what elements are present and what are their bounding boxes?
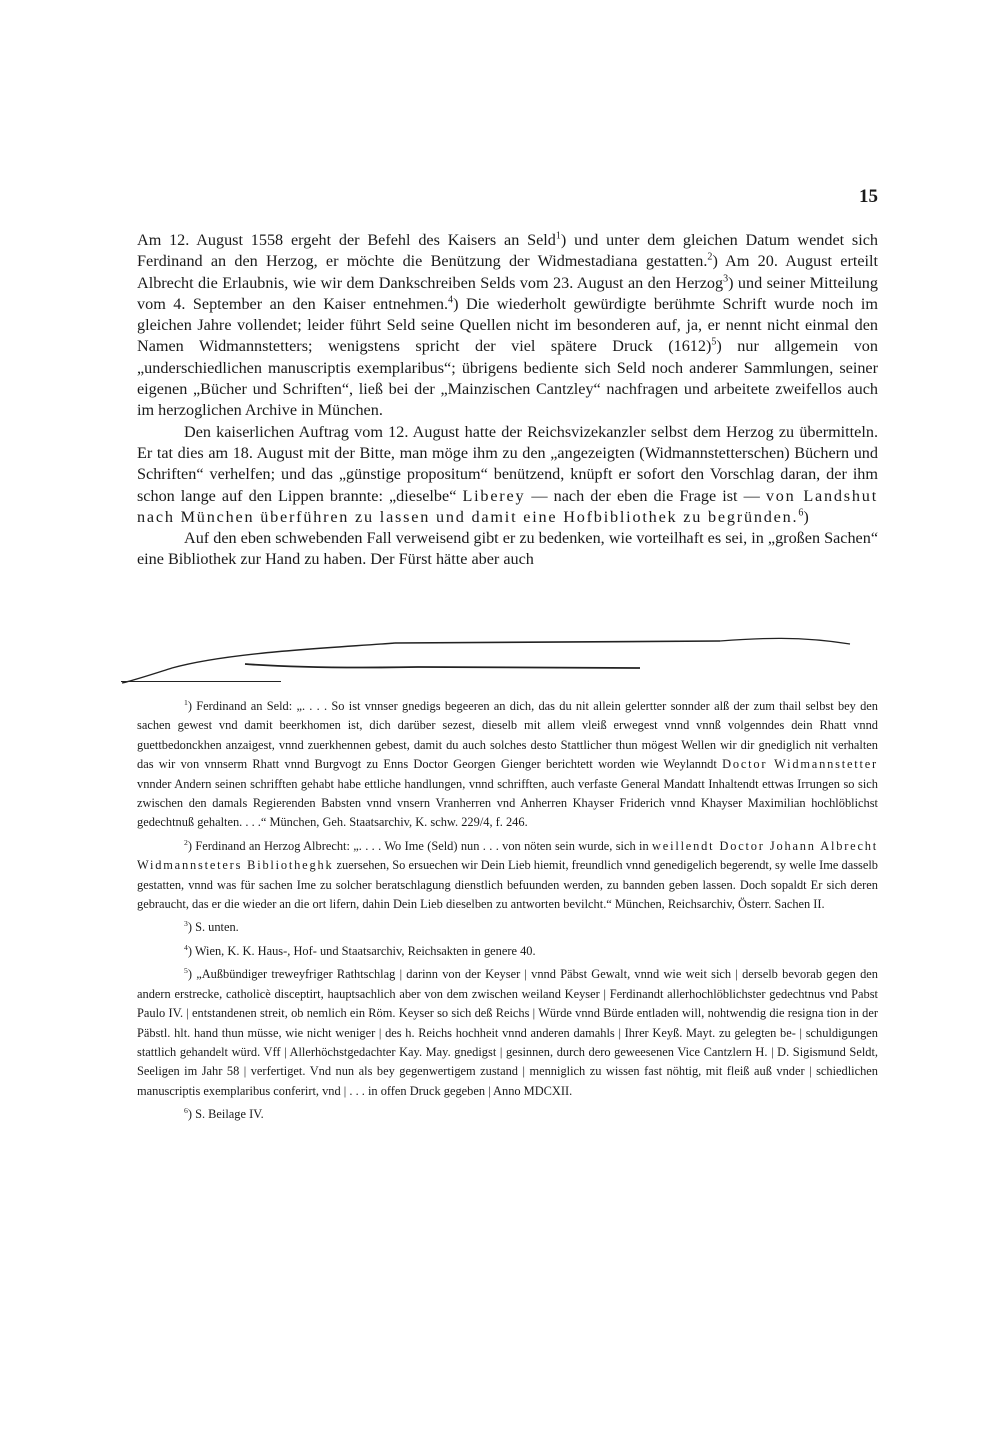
paragraph-3: Auf den eben schwebenden Fall verweisend gibt er zu bedenken, wie vorteilhaft es sei, in „großen Sachen“ eine Bibliothek zur Hand zu haben. Der Fürst hätte aber auch: [137, 529, 879, 569]
footnotes: [137, 697, 878, 1129]
paragraph-2: Den kaiserlichen Auftrag vom 12. August hatte der Reichsvizekanzler selbst dem Herzog zu übermitteln. Er tat dies am 18. August mit der Bitte, man möge ihm zu den „angezeigten (Widmannstetterschen) Büchern und Schriften“ verhelfen; und das „günstige propositum“ benützend, knüpft er sofort den Vorschlag daran, der ihm schon lange auf den Lippen brannte: „dieselbe“ Liberey — nach der eben die Frage ist — von Landshut nach München überführen zu lassen und damit eine Hofbibliothek zu begründen.$^6$): [137, 422, 878, 526]
footnote-3: $^3$) S. unten.: [184, 919, 239, 935]
page-number: 15: [859, 186, 878, 207]
main-text: [137, 230, 878, 571]
footnote-6: $^6$) S. Beilage IV.: [184, 1106, 264, 1122]
footnote-2: $^2$) Ferdinand an Herzog Albrecht: „. . . . Wo Ime (Seld) nun . . . von nöten sein wurde, sich in weillendt Doctor Johann Albrecht Widmannsteters Bibliotheghk zuersehen, So ersuechen wir Dein Lieb hiemit, freundlich vnnd genedigelich begerendt, sy welle Ime dasselb gestatten, vnnd was für sachen Ime zu solcher beratschlagung dienstlich befuunden werden, zu bannden geben lassen. Doch sopaldt Er sich deren gebraucht, das er die wieder an die ort lifern, dahin Dein Lieb dieselben zu antworten bevilcht.“ München, Reichsarchiv, Österr. Sachen II.: [137, 837, 878, 912]
paragraph-1: Am 12. August 1558 ergeht der Befehl des Kaisers an Seld$^1$) und unter dem gleichen Datum wendet sich Ferdinand an den Herzog, er möchte die Benützung der Widmestadiana gestatten.$^2$) Am 20. August erteilt Albrecht die Erlaubnis, wie wir dem Dankschreiben Selds vom 23. August an den Herzog$^3$) und seiner Mitteilung vom 4. September an den Kaiser entnehmen.$^4$) Die wiederholt gewürdigte berühmte Schrift wurde noch im gleichen Jahre vollendet; leider führt Seld seine Quellen nicht im besonderen auf, ja, er nennt nicht einmal den Namen Widmannstetters; wenigstens spricht der viel spätere Druck $(1612)^5$) nur allgemein von „underschiedlichen manuscriptis exemplaribus“; übrigens bediente sich Seld noch anderer Sammlungen, seiner eigenen „Bücher und Schriften“, ließ bei der „Mainzischen Cantzley“ nachfragen und arbeitete zweifellos auch im herzoglichen Archive in München.: [137, 230, 879, 420]
footnote-1: $^1$) Ferdinand an Seld: „. . . . So ist vnnser gnedigs begeeren an dich, das du nit allein gelertter sonnder alß der zum thail selbst bey den sachen gewest vnd damit beerkhomen ist, dich darüber sezest, dieselb mit allem vleiß erwegest vnnd vnnß volgenndes dein Rhatt vnnd guettbedonckhen anzaigest, vnnd zuerkhennen gebest, damit du auch solches desto Stattlicher thun mögest Wellen wir dir gnediglich nit verhalten das wir von vnnserm Rhatt vnnd Burgvogt zu Enns Doctor Georgen Gienger berichtett worden wie Weylanndt Doctor Widmannstetter vnnder Andern seinen schrifften gehabt habe ettliche handlungen, vnnd schrifften, auch verfaste General Mandatt Inhaltendt ettwas Irrungen so sich zwischen den damals Regierenden Babsten vnnd vnsern Vranherren vnd Anherren Khayser Friderich vnnd Khayser Maximilian hochlöblichst gedechtnuß gehalten. . . .“ München, Geh. Staatsarchiv, K. schw. 229/4, f. 246.: [137, 697, 878, 830]
footnote-4: $^4$) Wien, K. K. Haus-, Hof- und Staatsarchiv, Reichsakten in genere 40.: [184, 942, 536, 958]
footnote-5: $^5$) „Außbündiger treweyfriger Rathtschlag | darinn von der Keyser | vnnd Päbst Gewalt, vnnd wie weit sich | derselb bevorab gegen den andern erstrecke, catholicè disceptirt, hauptsachlich aber von dem zwischen weiland Keyser | Ferdinandt allerhochlöblichster gedechtnus vnd Pabst Paulo IV. | entstandenen streit, ob nemlich ein Röm. Keyser so sich deß Reichs | Würde vnnd Bürde entladen will, nohtwendig die resigna tion in der Päbstl. hlt. hand thun müsse, wie nicht weniger | des h. Reichs hochheit vnnd anderen damahls | Ihrer Keyß. Mayt. zu gelegten be- | schuldigungen stattlich gehandelt würd. Vff | Allerhöchstgedachter Kay. May. gnedigst | gesinnen, durch dero geweesenen Vice Cantzlern H. | D. Sigismund Seldt, Seeligen im Jahr 58 | verfertiget. Vnd nun als bey gegenwertigem zustand | menniglich zu wissen fast nöhtig, mit fleiß auß vnder | schiedlichen manuscriptis exemplaribus conferirt, vnd | . . . in offen Druck gegeben | Anno MDCXII.: [137, 966, 878, 1098]
footnote-separator: [121, 681, 281, 682]
